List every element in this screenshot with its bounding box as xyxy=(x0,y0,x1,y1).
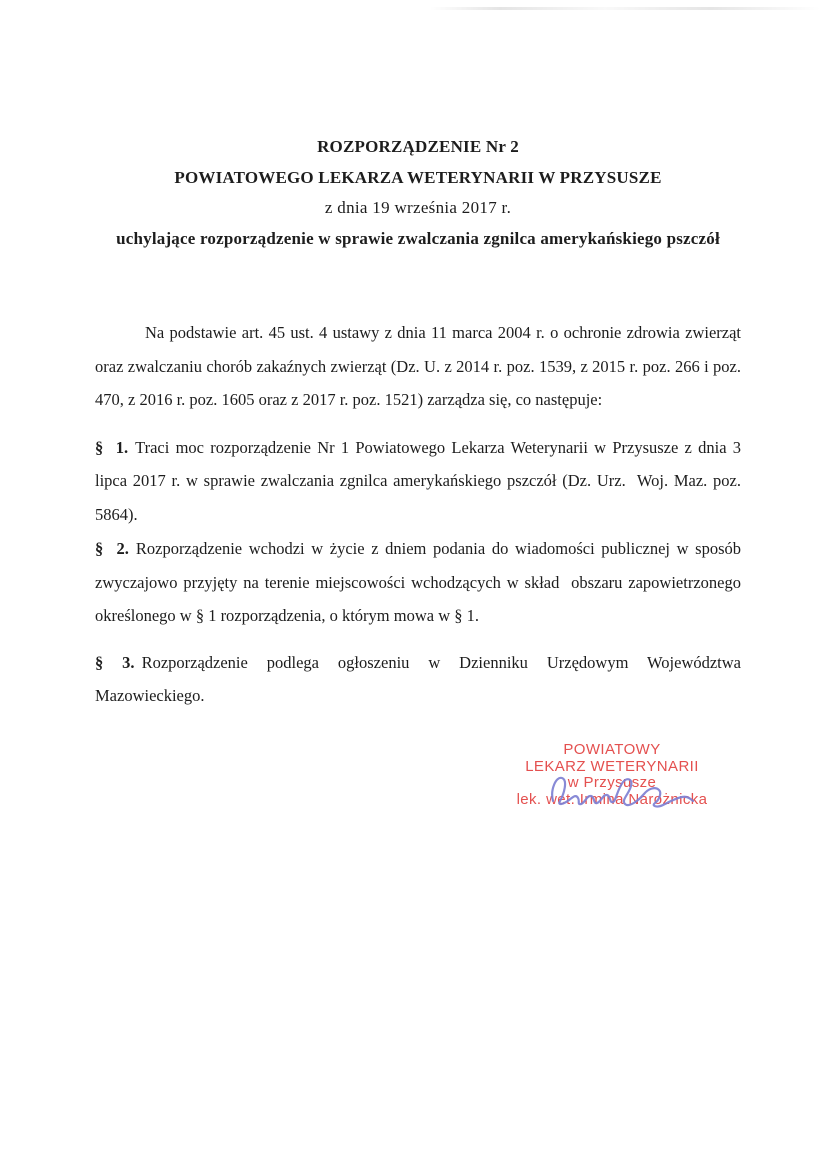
official-stamp xyxy=(503,742,721,808)
section-2-text: Rozporządzenie wchodzi w życie z dniem podania do wiadomości publicznej w sposób zwyczajowo przyjęty na terenie miejscowości wchodzących w skład obszaru zapowietrzonego określonego w § 1 rozporządzenia, o którym mowa w § 1. xyxy=(95,539,741,625)
stamp-line-2: LEKARZ WETERYNARII xyxy=(525,757,699,775)
document-body xyxy=(95,316,741,713)
section-1-marker: § 1. xyxy=(95,437,129,457)
document-header xyxy=(95,132,741,254)
section-2-marker: § 2. xyxy=(95,539,129,558)
section-2-paragraph xyxy=(95,532,741,633)
stamp-line-3: w Przysusze xyxy=(567,774,657,791)
section-3-text: Rozporządzenie podlega ogłoszeniu w Dzienniku Urzędowym Województwa Mazowieckiego. xyxy=(95,652,742,705)
stamp-line-4: lek. wet. Irmina Narożnicka xyxy=(516,790,708,808)
section-1-paragraph xyxy=(95,431,741,532)
section-1-text: Traci moc rozporządzenie Nr 1 Powiatowego Lekarza Weterynarii w Przysusze z dnia 3 lipca 2017 r. w sprawie zwalczania zgnilca amerykańskiego pszczół (Dz. Urz. Woj. Maz. poz. 5864). xyxy=(95,437,742,524)
document-title: ROZPORZĄDZENIE Nr 2 xyxy=(317,137,519,156)
section-3-marker: § 3. xyxy=(95,652,135,672)
document-content xyxy=(95,0,741,713)
document-subject: uchylające rozporządzenie w sprawie zwalczania zgnilca amerykańskiego pszczół xyxy=(116,228,720,248)
legal-basis-paragraph xyxy=(95,316,741,417)
document-authority: POWIATOWEGO LEKARZA WETERYNARII W PRZYSUSZE xyxy=(174,167,662,187)
document-date: z dnia 19 września 2017 r. xyxy=(324,198,512,217)
legal-basis-text: Na podstawie art. 45 ust. 4 ustawy z dnia 11 marca 2004 r. o ochronie zdrowia zwierząt oraz zwalczaniu chorób zakaźnych zwierząt (Dz. U. z 2014 r. poz. 1539, z 2015 r. poz. 266 i poz. 470, z 2016 r. poz. 1605 oraz z 2017 r. poz. 1521) zarządza się, co następuje: xyxy=(95,323,741,409)
stamp-line-1: POWIATOWY xyxy=(563,741,661,758)
section-3-paragraph xyxy=(95,646,741,713)
